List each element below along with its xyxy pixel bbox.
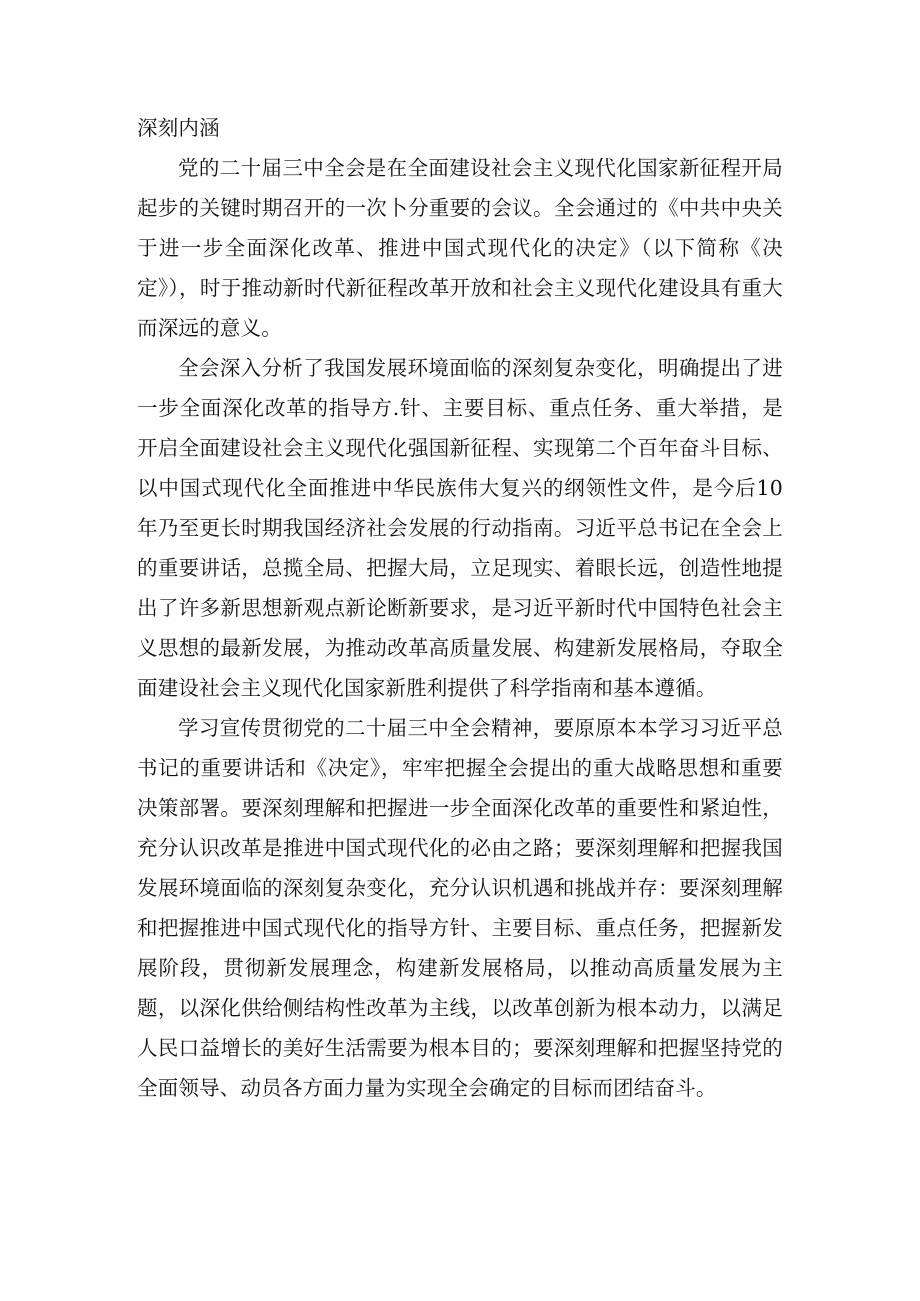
paragraph-2: 全会深入分析了我国发展环境面临的深刻复杂变化，明确提出了进一步全面深化改革的指导方.针、主要目标、重点任务、重大举措，是开启全面建设社会主义现代化强国新征程、实现第二个百年奋斗目标、以中国式现代化全面推进中华民族伟大复兴的纲领性文件，是今后10年乃至更长时期我国经济社会发展的行动指南。习近平总书记在全会上的重要讲话，总揽全局、把握大局，立足现实、着眼长远，创造性地提出了许多新思想新观点新论断新要求，是习近平新时代中国特色社会主义思想的最新发展，为推动改革高质量发展、构建新发展格局，夺取全面建设社会主义现代化国家新胜利提供了科学指南和基本遵循。 xyxy=(137,356,783,700)
paragraph-3: 学习宣传贯彻党的二十届三中全会精神，要原原本本学习习近平总书记的重要讲话和《决定》，牢牢把握全会提出的重大战略思想和重要决策部署。要深刻理解和把握进一步全面深化改革的重要性和紧迫性，充分认识改革是推进中国式现代化的必由之路；要深刻理解和把握我国发展环境面临的深刻复杂变化，充分认识机遇和挑战并存：要深刻理解和把握推进中国式现代化的指导方针、主要目标、重点任务，把握新发展阶段，贯彻新发展理念，构建新发展格局，以推动高质量发展为主题，以深化供给侧结构性改革为主线，以改革创新为根本动力，以满足人民口益增长的美好生活需要为根本目的；要深刻理解和把握坚持党的全面领导、动员各方面力量为实现全会确定的目标而团结奋斗。 xyxy=(137,716,783,1100)
document-body xyxy=(137,108,783,1108)
paragraph-1: 党的二十届三中全会是在全面建设社会主义现代化国家新征程开局起步的关键时期召开的一次卜分重要的会议。全会通过的《中共中央关于进一步全面深化改革、推进中国式现代化的决定》（以下简称《决定》），时于推动新时代新征程改革开放和社会主义现代化建设具有重大而深远的意义。 xyxy=(137,156,783,340)
section-heading: 深刻内涵 xyxy=(137,116,220,140)
